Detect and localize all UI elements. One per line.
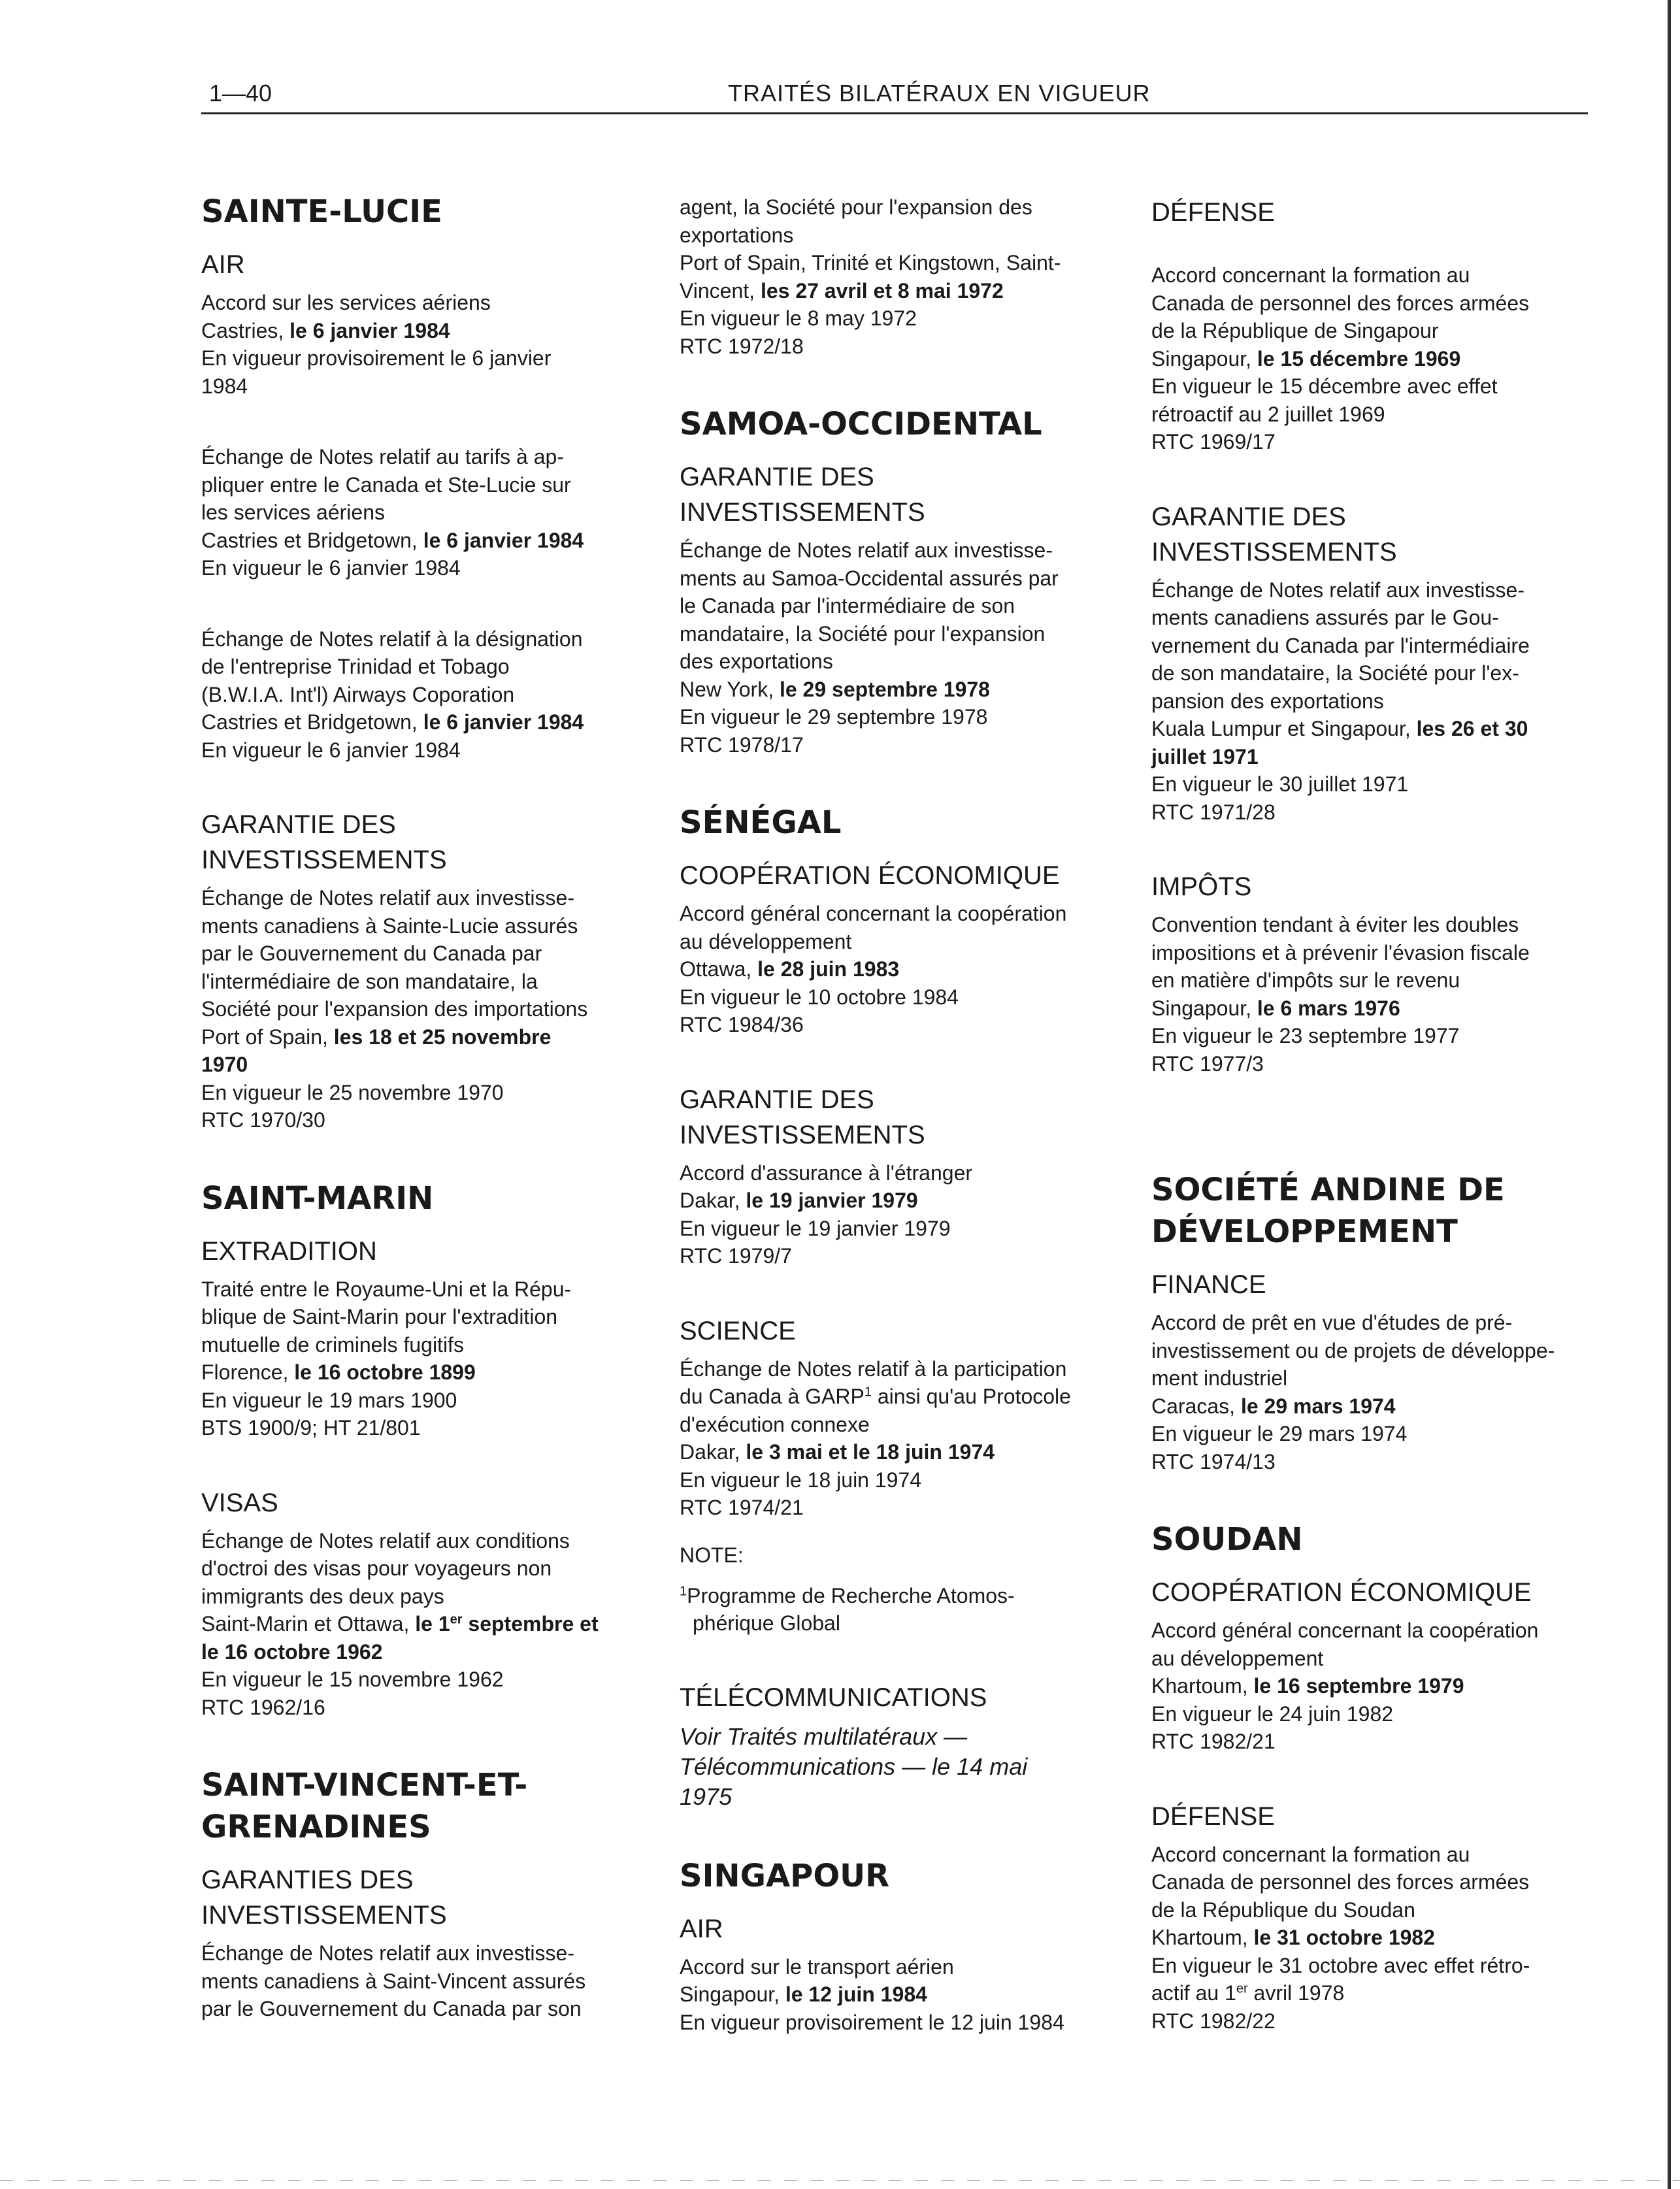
treaty-entry: Accord sur les services aériens Castries, le 6 janvier 1984 En vigueur provisoirement le 6 janvier 1984 — [201, 291, 552, 398]
signature-date: le 6 janvier 1984 — [289, 318, 450, 342]
topic-heading-investissements: GARANTIES DES INVESTISSEMENTS — [201, 1866, 447, 1930]
country-heading-samoa: SAMOA-OCCIDENTAL — [680, 406, 1042, 442]
signature-date: les 27 avril et 8 mai 1972 — [760, 278, 1004, 303]
topic-heading-air: AIR — [680, 1914, 723, 1943]
footnote-marker: 1 — [864, 1385, 872, 1400]
treaty-entry-continued: agent, la Société pour l'expansion des exportations Port of Spain, Trinité et Kingstown, Saint- Vincent, les 27 avril et 8 mai 1972 En vigueur le 8 may 1972 RTC 1972/18 — [680, 193, 1111, 360]
topic-heading-defense: DÉFENSE — [1151, 198, 1275, 227]
signature-date: le 15 décembre 1969 — [1257, 346, 1461, 370]
treaty-reference: RTC 1977/3 — [1151, 1051, 1264, 1076]
treaty-reference: BTS 1900/9; HT 21/801 — [201, 1416, 421, 1440]
cross-reference: Voir Traités multilatéraux — Télécommunications — le 14 mai 1975 — [680, 1722, 1028, 1810]
treaty-reference: RTC 1979/7 — [680, 1244, 792, 1268]
signature-date: le 16 octobre 1899 — [294, 1360, 476, 1384]
topic-heading-cooperation: COOPÉRATION ÉCONOMIQUE — [680, 861, 1060, 890]
treaty-reference: RTC 1969/17 — [1151, 430, 1276, 453]
page-header — [201, 77, 1588, 114]
treaty-reference: RTC 1982/22 — [1151, 2009, 1276, 2033]
topic-heading-investissements: GARANTIE DES INVESTISSEMENTS — [201, 810, 447, 874]
country-heading-singapour: SINGAPOUR — [680, 1857, 890, 1894]
topic-heading-visas: VISAS — [201, 1488, 278, 1517]
signature-date: le 1er septembre et — [415, 1612, 599, 1636]
signature-date: les 18 et 25 novembre — [333, 1025, 552, 1049]
treaty-reference: RTC 1970/30 — [201, 1108, 325, 1132]
topic-heading-finance: FINANCE — [1151, 1270, 1266, 1299]
treaty-entry: Accord concernant la formation au Canada de personnel des forces armées de la République du Soudan Khartoum, le 31 octobre 1982 En vigueur le 31 octobre avec effet rétro- actif au 1er avril 1978 RTC 1982/22 — [1151, 1841, 1596, 2035]
signature-date: le 29 mars 1974 — [1240, 1394, 1396, 1418]
treaty-reference: RTC 1978/17 — [680, 732, 804, 757]
topic-heading-air: AIR — [201, 250, 245, 279]
treaty-reference: RTC 1982/21 — [1151, 1730, 1276, 1753]
country-heading-senegal: SÉNÉGAL — [680, 804, 842, 841]
signature-date: le 12 juin 1984 — [785, 1983, 927, 2006]
topic-heading-extradition: EXTRADITION — [201, 1236, 377, 1266]
treaty-entry: Convention tendant à éviter les doubles impositions et à prévenir l'évasion fiscale en matière d'impôts sur le revenu Singapour, le 6 mars 1976 En vigueur le 23 septembre 1977 RTC 1977/3 — [1151, 911, 1596, 1078]
topic-heading-investissements: GARANTIE DES INVESTISSEMENTS — [1151, 502, 1397, 567]
country-heading-saint-marin: SAINT-MARIN — [201, 1179, 434, 1217]
signature-date: le 3 mai et le 18 juin 1974 — [746, 1440, 995, 1464]
treaty-reference: RTC 1971/28 — [1151, 800, 1276, 824]
scan-bottom-edge — [0, 2180, 1680, 2181]
country-heading-societe-andine: SOCIÉTÉ ANDINE DE DÉVELOPPEMENT — [1151, 1172, 1505, 1250]
signature-date: le 31 octobre 1982 — [1253, 1926, 1435, 1949]
treaty-entry: Échange de Notes relatif à la désignation de l'entreprise Trinidad et Tobago (B.W.I.A. Int'l) Airways Coporation Castries et Bridgetown, le 6 janvier 1984 En vigueur le 6 janvier 1984 — [201, 627, 584, 762]
treaty-entry: Accord sur le transport aérien Singapour, le 12 juin 1984 En vigueur provisoirement le 12 juin 1984 — [680, 1954, 1064, 2034]
footnote: $^1$Programme de Recherche Atomos- phérique Global — [680, 1583, 1015, 1635]
treaty-entry: Échange de Notes relatif aux investisse- ments au Samoa-Occidental assurés par le Canada par l'intermédiaire de son mandataire, la Société pour l'expansion des exportations New York, le 29 septembre 1978 En vigueur le 29 septembre 1978 RTC 1978/17 — [680, 536, 1111, 759]
treaty-entry: Échange de Notes relatif au tarifs à ap- pliquer entre le Canada et Ste-Lucie sur les services aériens Castries et Bridgetown, le 6 janvier 1984 En vigueur le 6 janvier 1984 — [201, 445, 584, 580]
treaty-entry: Échange de Notes relatif aux investisse- ments canadiens à Saint-Vincent assurés par le Gouvernement du Canada par son — [201, 1941, 586, 2020]
topic-heading-investissements: GARANTIE DES INVESTISSEMENTS — [680, 1085, 925, 1149]
topic-heading-science: SCIENCE — [680, 1316, 796, 1345]
country-heading-soudan: SOUDAN — [1151, 1521, 1303, 1558]
treaty-reference: RTC 1984/36 — [680, 1013, 804, 1036]
treaty-entry: Échange de Notes relatif aux conditions d'octroi des visas pour voyageurs non immigrants des deux pays Saint-Marin et Ottawa, le 1er septembre et le 16 octobre 1962 En vigueur le 15 novembre 1962 RTC 1962/16 — [201, 1527, 646, 1722]
signature-date: le 19 janvier 1979 — [746, 1189, 918, 1212]
signature-date: le 28 juin 1983 — [757, 957, 900, 981]
treaty-entry: Accord général concernant la coopération au développement Ottawa, le 28 juin 1983 En vigueur le 10 octobre 1984 RTC 1984/36 — [680, 900, 1111, 1039]
treaty-reference: RTC 1962/16 — [201, 1695, 325, 1719]
treaty-entry: Échange de Notes relatif à la participation du Canada à GARP$^1$ ainsi qu'au Protocole d'exécution connexe Dakar, le 3 mai et le 18 juin 1974 En vigueur le 18 juin 1974 RTC 1974/21 — [680, 1355, 1111, 1522]
treaty-entry: Accord concernant la formation au Canada de personnel des forces armées de la République de Singapour Singapour, le 15 décembre 1969 En vigueur le 15 décembre avec effet rétroactif au 2 juillet 1969 RTC 1969/17 — [1151, 261, 1596, 456]
column-left — [201, 191, 646, 2023]
treaty-reference: RTC 1972/18 — [680, 334, 804, 358]
topic-heading-cooperation: COOPÉRATION ÉCONOMIQUE — [1151, 1578, 1532, 1607]
topic-heading-investissements: GARANTIE DES INVESTISSEMENTS — [680, 463, 925, 527]
topic-heading-telecommunications: TÉLÉCOMMUNICATIONS — [680, 1683, 987, 1712]
signature-date: le 6 janvier 1984 — [423, 528, 584, 552]
signature-date: les 26 et 30 — [1416, 717, 1528, 740]
note-label: NOTE: — [680, 1543, 744, 1567]
treaty-entry: Traité entre le Royaume-Uni et la Répu- blique de Saint-Marin pour l'extradition mutuelle de criminels fugitifs Florence, le 16 octobre 1899 En vigueur le 19 mars 1900 BTS 1900/9; HT 21/801 — [201, 1276, 646, 1442]
country-heading-saint-vincent: SAINT-VINCENT-ET- GRENADINES — [201, 1767, 528, 1845]
scan-edge — [1668, 0, 1671, 2189]
running-title: TRAITÉS BILATÉRAUX EN VIGUEUR — [728, 80, 1151, 107]
signature-date: le 6 janvier 1984 — [423, 710, 584, 734]
treaty-entry: Accord de prêt en vue d'études de pré- investissement ou de projets de développe- ment industriel Caracas, le 29 mars 1974 En vigueur le 29 mars 1974 RTC 1974/13 — [1151, 1309, 1596, 1475]
signature-date: le 6 mars 1976 — [1257, 996, 1400, 1020]
topic-heading-defense: DÉFENSE — [1151, 1802, 1275, 1831]
country-heading-sainte-lucie: SAINTE-LUCIE — [201, 193, 442, 230]
treaty-reference: RTC 1974/13 — [1151, 1449, 1276, 1473]
treaty-entry: Échange de Notes relatif aux investisse- ments canadiens assurés par le Gou- vernement du Canada par l'intermédiaire de son mandataire, la Société pour l'ex- pansion des exportations Kuala Lumpur et Singapour, les 26 et 30 juillet 1971 En vigueur le 30 juillet 1971 RTC 1971/28 — [1151, 576, 1596, 827]
page-number: 1—40 — [209, 80, 272, 107]
topic-heading-impots: IMPÔTS — [1151, 872, 1252, 901]
signature-date: le 16 septembre 1979 — [1253, 1674, 1464, 1698]
column-right — [1151, 195, 1596, 2035]
signature-date: le 29 septembre 1978 — [779, 677, 990, 701]
treaty-entry: Échange de Notes relatif aux investisse- ments canadiens à Sainte-Lucie assurés par le Gouvernement du Canada par l'intermédiaire de son mandataire, la Société pour l'expansion des importations Port of Spain, les 18 et 25 novembre 1970 En vigueur le 25 novembre 1970 RTC 1970/30 — [201, 884, 646, 1134]
treaty-reference: RTC 1974/21 — [680, 1496, 804, 1519]
column-middle — [680, 193, 1111, 2036]
treaty-entry: Accord général concernant la coopération au développement Khartoum, le 16 septembre 1979 En vigueur le 24 juin 1982 RTC 1982/21 — [1151, 1617, 1596, 1756]
treaty-entry: Accord d'assurance à l'étranger Dakar, le 19 janvier 1979 En vigueur le 19 janvier 1979 RTC 1979/7 — [680, 1159, 1111, 1270]
